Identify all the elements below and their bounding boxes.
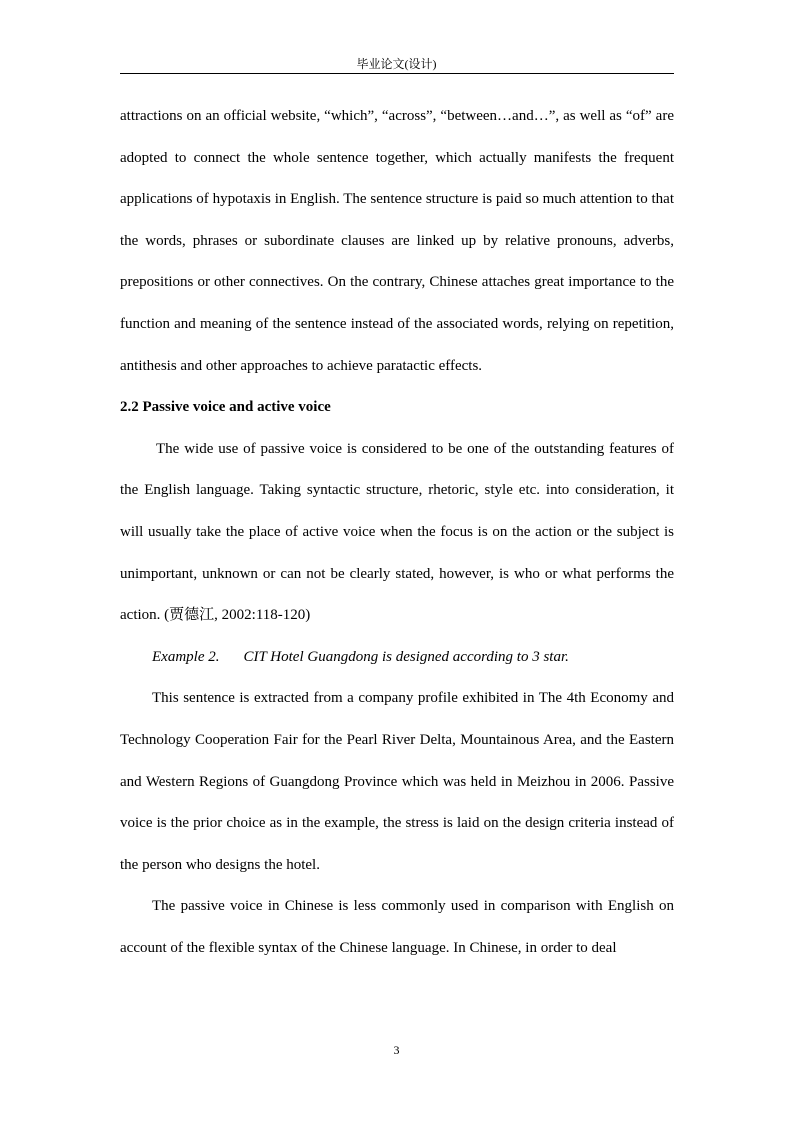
page-number: 3: [393, 1043, 400, 1057]
example-label: Example 2.: [152, 648, 220, 665]
paragraph-continued: attractions on an official website, “which”, “across”, “between…and…”, as well as “of” are adopted to connect the whole sentence together, which actually manifests the frequent applications of hypotaxis in English. The sentence structure is paid so much attention to that the words, phrases or subordinate clauses are linked up by relative pronouns, adverbs, prepositions or other connectives. On the contrary, Chinese attaches great importance to the function and meaning of the sentence instead of the associated words, relying on repetition, antithesis and other approaches to achieve paratactic effects.: [120, 108, 674, 374]
paragraph-example-explanation: This sentence is extracted from a company profile exhibited in The 4th Economy and Technology Cooperation Fair for the Pearl River Delta, Mountainous Area, and the Eastern and Western Regions of Guangdong Province which was held in Meizhou in 2006. Passive voice is the prior choice as in the example, the stress is laid on the design criteria instead of the person who designs the hotel.: [120, 690, 674, 873]
paragraph-chinese-passive: The passive voice in Chinese is less commonly used in comparison with English on account of the flexible syntax of the Chinese language. In Chinese, in order to deal: [120, 898, 674, 956]
example-line: [120, 637, 674, 679]
paragraph-passive-intro: The wide use of passive voice is considered to be one of the outstanding features of the English language. Taking syntactic structure, rhetoric, style etc. into consideration, it will usually take the place of active voice when the focus is on the action or the subject is unimportant, unknown or can not be clearly stated, however, is who or what performs the action. (贾德江, 2002:118-120): [120, 440, 674, 624]
header-divider: [120, 73, 674, 74]
page-body: [120, 96, 674, 969]
section-heading: 2.2 Passive voice and active voice: [120, 399, 331, 416]
example-sentence: CIT Hotel Guangdong is designed according to 3 star.: [243, 648, 569, 665]
running-header: 毕业论文(设计): [356, 57, 437, 71]
